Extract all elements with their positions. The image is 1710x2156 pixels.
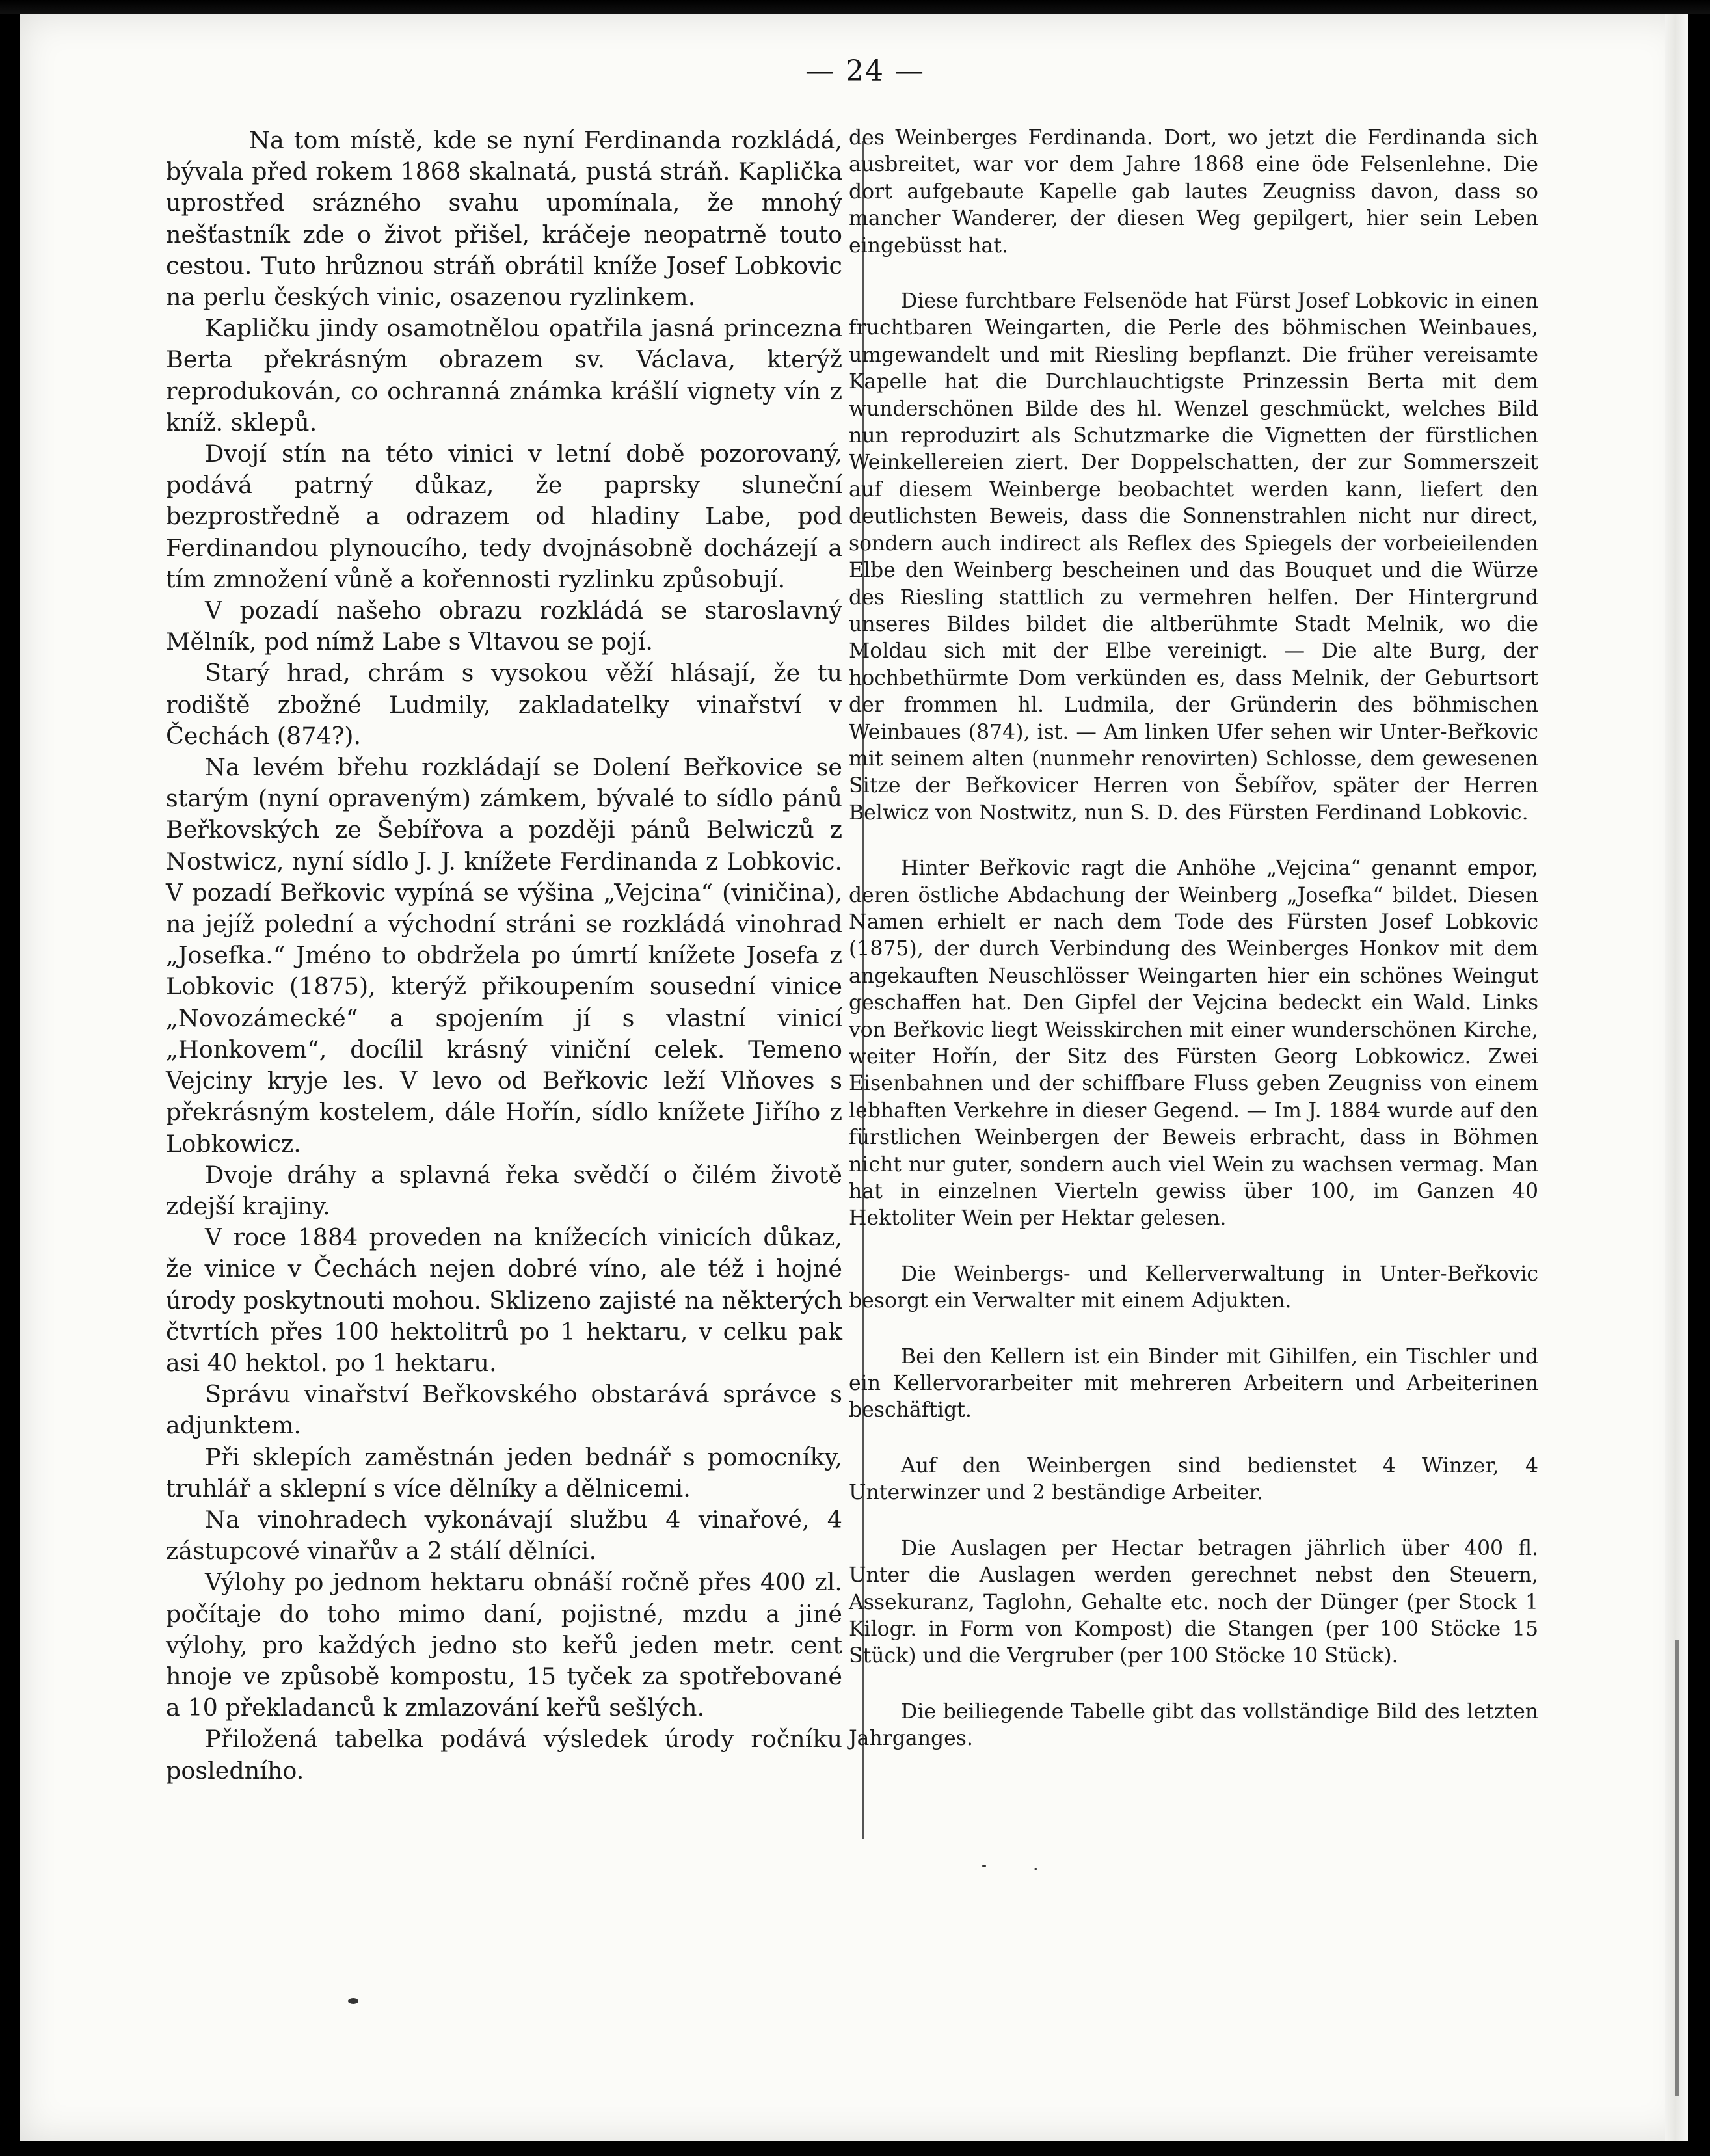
document-page [20,14,1688,2141]
czech-paragraph: V roce 1884 proveden na knížecích vinicích důkaz, že vinice v Čechách nejen dobré víno, ale též i hojné úrody poskytnouti mohou. Sklizeno zajisté na některých čtvrtích přes 100 hektolitrů po 1 hektaru, v celku pak asi 40 hektol. po 1 hektaru. [166,1223,842,1377]
scan-speck [982,1865,986,1867]
czech-column [166,125,842,1787]
margin-scan-mark [1675,1640,1679,2096]
german-paragraph: Diese furchtbare Felsenöde hat Fürst Josef Lobkovic in einen fruchtbaren Weingarten, die Perle des böhmischen Weinbaues, umgewandelt und mit Riesling bepflanzt. Die früher vereisamte Kapelle hat die Durchlauchtigste Prinzessin Berta mit dem wunderschönen Bilde des hl. Wenzel geschmückt, welches Bild nun reproduzirt als Schutzmarke die Vignetten der fürstlichen Weinkellereien ziert. Der Doppelschatten, der zur Sommerszeit auf diesem Weinberge beobachtet werden kann, liefert den deutlichsten Beweis, dass die Sonnenstrahlen nicht nur direct, sondern auch indirect als Reflex des Spiegels der vorbeieilenden Elbe den Weinberg bescheinen und das Bouquet und die Würze des Riesling stattlich zu vermehren helfen. Der Hintergrund unseres Bildes bildet die altberühmte Stadt Melnik, wo die Moldau sich mit der Elbe vereinigt. — Die alte Burg, der hochbethürmte Dom verkünden es, dass Melnik, der Geburtsort der frommen hl. Ludmila, der Gründerin des böhmischen Weinbaues (874), ist. — Am linken Ufer sehen wir Unter-Beřkovic mit seinem alten (nunmehr renovirten) Schlosse, dem gewesenen Sitze der Beřkovicer Herren von Šebířov, später der Herren Belwicz von Nostwitz, nun S. D. des Fürsten Ferdinand Lobkovic. [849,289,1538,825]
czech-paragraph: Při sklepích zaměstnán jeden bednář s pomocníky, truhlář a sklepní s více dělníky a dělnicemi. [166,1443,842,1502]
german-paragraph: Die beiliegende Tabelle gibt das vollständige Bild des letzten Jahrganges. [849,1699,1538,1751]
czech-paragraph: Přiložená tabelka podává výsledek úrody ročníku posledního. [166,1725,842,1785]
german-paragraph: des Weinberges Ferdinanda. Dort, wo jetzt die Ferdinanda sich ausbreitet, war vor dem Jahre 1868 eine öde Felsenlehne. Die dort aufgebaute Kapelle gab lautes Zeugniss davon, dass so mancher Wanderer, der diesen Weg gepilgert, hier sein Leben eingebüsst hat. [849,126,1538,258]
czech-paragraph: Na tom místě, kde se nyní Ferdinanda rozkládá, bývala před rokem 1868 skalnatá, pustá stráň. Kaplička uprostřed srázného svahu upomínala, že mnohý nešťastník zde o život přišel, kráčeje neopatrně touto cestou. Tuto hrůznou stráň obrátil kníže Josef Lobkovic na perlu českých vinic, osazenou ryzlinkem. [166,126,842,312]
german-paragraph: Bei den Kellern ist ein Binder mit Gihilfen, ein Tischler und ein Kellervorarbeiter mit mehreren Arbeitern und Arbeiterinen beschäftigt. [849,1344,1538,1422]
scan-border [0,0,1710,14]
german-paragraph: Hinter Beřkovic ragt die Anhöhe „Vejcina“ genannt empor, deren östliche Abdachung der Weinberg „Josefka“ bildet. Diesen Namen erhielt er nach dem Tode des Fürsten Josef Lobkovic (1875), der durch Verbindung des Weinberges Honkov mit dem angekauften Neuschlösser Weingarten hier ein schönes Weingut geschaffen hat. Den Gipfel der Vejcina bedeckt ein Wald. Links von Beřkovic liegt Weisskirchen mit einer wunderschönen Kirche, weiter Hořín, der Sitz des Fürsten Georg Lobkowicz. Zwei Eisenbahnen und der schiffbare Fluss geben Zeugniss von einem lebhaften Verkehre in dieser Gegend. — Im J. 1884 wurde auf den fürstlichen Weinbergen der Beweis erbracht, dass in Böhmen nicht nur guter, sondern auch viel Wein zu wachsen vermag. Man hat in einzelnen Vierteln gewiss über 100, im Ganzen 40 Hektoliter Wein per Hektar gelesen. [849,857,1538,1231]
german-paragraph: Die Auslagen per Hectar betragen jährlich über 400 fl. Unter die Auslagen werden gerechnet nebst den Steuern, Assekuranz, Taglohn, Gehalte etc. noch der Dünger (per Stock 1 Kilogr. in Form von Kompost) die Stangen (per 100 Stöcke 15 Stück) und die Vergruber (per 100 Stöcke 10 Stück). [849,1536,1538,1668]
czech-paragraph: Dvojí stín na této vinici v letní době pozorovaný, podává patrný důkaz, že paprsky sluneční bezprostředně a odrazem od hladiny Labe, pod Ferdinandou plynoucího, tedy dvojnásobně docházejí a tím zmnožení vůně a kořennosti ryzlinku způsobují. [166,440,842,593]
czech-paragraph: Na vinohradech vykonávají službu 4 vinařové, 4 zástupcové vinařův a 2 stálí dělníci. [166,1505,842,1565]
czech-paragraph: V pozadí našeho obrazu rozkládá se staroslavný Mělník, pod nímž Labe s Vltavou se pojí. [166,596,842,656]
czech-paragraph: Výlohy po jednom hektaru obnáší ročně přes 400 zl. počítaje do toho mimo daní, pojistné, mzdu a jiné výlohy, pro každých jedno sto keřů jeden metr. cent hnoje ve způsobě kompostu, 15 tyček za spotřebované a 10 překladanců k zmlazování keřů sešlých. [166,1568,842,1722]
czech-paragraph: Starý hrad, chrám s vysokou věží hlásají, že tu rodiště zbožné Ludmily, zakladatelky vinařství v Čechách (874?). [166,659,842,750]
czech-paragraph: Na levém břehu rozkládají se Dolení Beřkovice se starým (nyní opraveným) zámkem, bývalé to sídlo pánů Beřkovských ze Šebířova a později pánů Belwiczů z Nostwicz, nyní sídlo J. J. knížete Ferdinanda z Lobkovic. V pozadí Beřkovic vypíná se výšina „Vejcina“ (viničina), na jejíž polední a východní stráni se rozkládá vinohrad „Josefka.“ Jméno to obdržela po úmrtí knížete Josefa z Lobkovic (1875), kterýž přikoupením sousední vinice „Novozámecké“ a spojením jí s vlastní vinicí „Honkovem“, docílil krásný viniční celek. Temeno Vejciny kryje les. V levo od Beřkovic leží Vlňoves s překrásným kostelem, dále Hořín, sídlo knížete Jiřího z Lobkowicz. [166,753,842,1158]
german-paragraph: Auf den Weinbergen sind bedienstet 4 Winzer, 4 Unterwinzer und 2 beständige Arbeiter. [849,1454,1538,1505]
czech-paragraph: Dvoje dráhy a splavná řeka svědčí o čilém životě zdejší krajiny. [166,1160,842,1220]
german-column [849,125,1538,1753]
czech-paragraph: Kapličku jindy osamotnělou opatřila jasná princezna Berta překrásným obrazem sv. Václava, kterýž reprodukován, co ochranná známka krášlí vignety vín z kníž. sklepů. [166,314,842,436]
page-number: — 24 — [805,55,925,88]
scan-speck [1034,1868,1037,1870]
german-paragraph: Die Weinbergs- und Kellerverwaltung in Unter-Beřkovic besorgt ein Verwalter mit einem Adjukten. [849,1262,1538,1313]
czech-paragraph: Správu vinařství Beřkovského obstarává správce s adjunktem. [166,1380,842,1440]
scan-speck [348,1998,358,2004]
